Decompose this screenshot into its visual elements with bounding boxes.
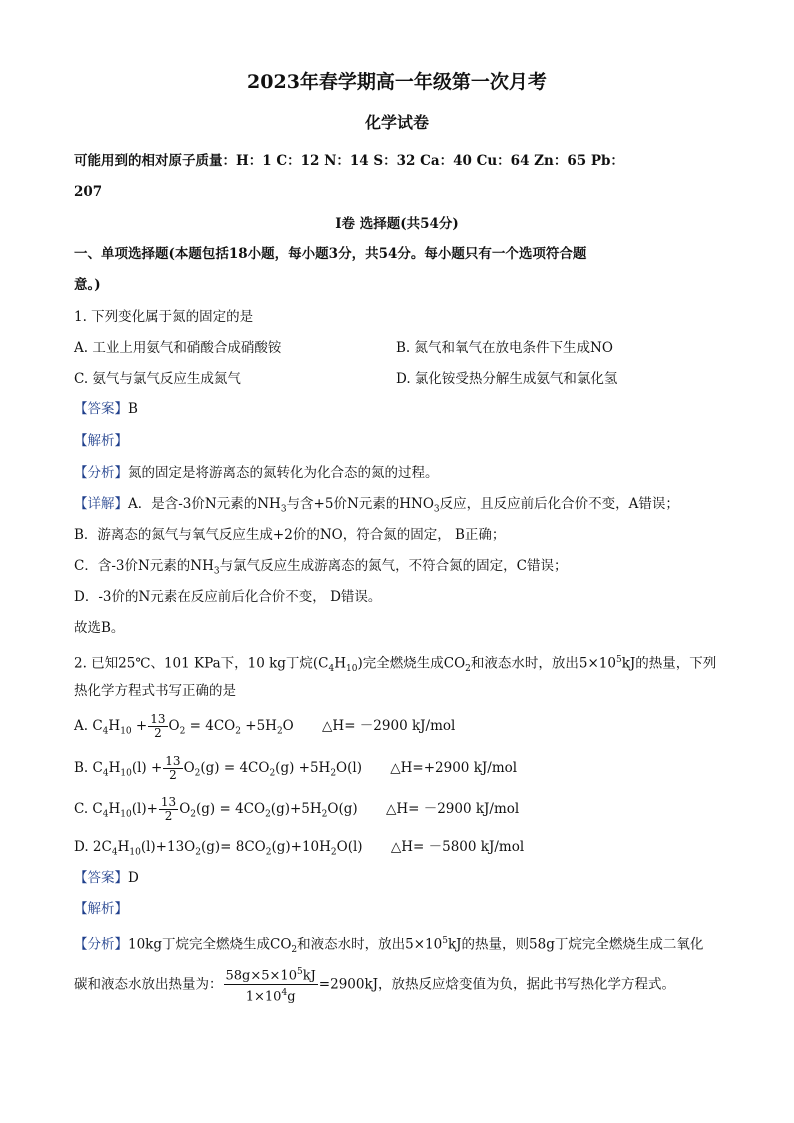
analysis-tag: 【分析】 xyxy=(74,936,128,953)
q2-b-enthalpy: △H=+2900 kJ/mol xyxy=(390,760,518,776)
section-title: Ⅰ卷 选择题(共54分) xyxy=(335,216,459,232)
q1-analysis xyxy=(74,463,754,483)
section-instructions-2: 意。) xyxy=(74,277,101,293)
q1-detail-a: 【详解】A．是含-3价N元素的$NH_3$与含+5价N元素的$HNO_3$反应，且反应前后化合价不变，A错误； xyxy=(74,496,679,515)
q1-jiexi-tag: 【解析】 xyxy=(74,433,128,449)
q2-c-enthalpy: △H= －2900 kJ/mol xyxy=(385,801,520,817)
q2-a-eq: = 4CO xyxy=(189,718,236,734)
q2-option-a: A. $C_4H_{10}$ + $\frac{13}{2}$ $O_2 = 4CO_2 +5H_2O$ △H= －2900 kJ/mol xyxy=(74,712,456,740)
exam-title: 2023年春学期高一年级第一次月考 xyxy=(247,71,547,93)
q2-option-c: C. $C_4H_{10}(l)+$ $\frac{13}{2}$ $O_2(g) = 4CO_2(g)+5H_2O(g)$ △H= －2900 kJ/mol xyxy=(74,795,520,823)
q1-conclusion: 故选B。 xyxy=(74,620,125,636)
q2-analysis-2a: 碳和液态水放出热量为： xyxy=(74,976,223,993)
q2-d-text-1: D. 2C xyxy=(74,839,112,855)
analysis-tag: 【分析】 xyxy=(74,465,128,481)
q2-stem-1e: kJ的热量，下列 xyxy=(621,655,717,672)
q1-detail-c: C．含-3价N元素的$NH_3$与氯气反应生成游离态的氮气，不符合氮的固定，C错误； xyxy=(74,558,568,577)
q2-stem-1a: 2. 已知25℃、101 KPa下，10 kg丁烷(C xyxy=(74,655,329,672)
q2-b-pre: B. C xyxy=(74,760,103,776)
q2-answer xyxy=(74,868,754,888)
q2-c-eq: (g) = 4CO xyxy=(196,801,266,817)
q2-analysis-1: 【分析】10kg丁烷完全燃烧生成$CO_2$和液态水时，放出$5\times 10^5kJ$的热量，则58g丁烷完全燃烧生成二氧化 xyxy=(74,936,704,956)
q2-analysis-2 xyxy=(74,964,754,1006)
q2-analysis-1c: kJ的热量，则58g丁烷完全燃烧生成二氧化 xyxy=(447,936,704,953)
q1-detail-b: B．游离态的氮气与氧气反应生成+2价的NO，符合氮的固定， B正确； xyxy=(74,527,506,543)
q1-detail-a-text-2: 与含+5价N元素的HNO xyxy=(286,496,434,512)
q2-c-eq2: (g)+5H xyxy=(270,801,322,817)
q2-analysis-1b: 和液态水时，放出5×10 xyxy=(297,936,443,953)
atomic-masses-line-1: 可能用到的相对原子质量：H：1 C：12 N：14 S：32 Ca：40 Cu：64 Zn：65 Pb： xyxy=(74,153,624,169)
fraction-13-2: $\frac{13}{2}$ xyxy=(150,712,166,740)
exam-subtitle: 化学试卷 xyxy=(364,113,429,132)
q2-option-b: B. $C_4H_{10}(l)$ + $\frac{13}{2}$ $O_2(g) = 4CO_2(g) +5H_2O(l)$ △H=+2900 kJ/mol xyxy=(74,754,518,782)
q2-stem-1b: H xyxy=(334,655,347,672)
q2-d-text-5: O(l) xyxy=(336,839,363,855)
q2-c-pre: C. C xyxy=(74,801,103,817)
section-instructions-1: 一、单项选择题(本题包括18小题，每小题3分，共54分。每小题只有一个选项符合题 xyxy=(74,246,587,262)
q2-d-text-2: (l)+13O xyxy=(140,839,196,855)
answer-tag: 【答案】 xyxy=(74,870,128,886)
q1-detail-a-text-3: 反应，且反应前后化合价不变，A错误； xyxy=(439,496,679,512)
q2-a-eq3: O xyxy=(282,718,294,734)
q2-analysis-2b: =2900kJ，放热反应焓变值为负，据此书写热化学方程式。 xyxy=(318,976,676,993)
q2-b-eq3: O(l) xyxy=(336,760,362,776)
q2-stem-1d: 和液态水时，放出5×10 xyxy=(470,655,616,672)
q2-b-eq2: (g) +5H xyxy=(275,760,331,776)
q2-d-enthalpy: △H= －5800 kJ/mol xyxy=(390,839,525,855)
q1-option-b: B. 氮气和氧气在放电条件下生成NO xyxy=(396,340,613,356)
q2-d-text-4: (g)+10H xyxy=(271,839,331,855)
q2-stem-1: 2. 已知25℃、101 KPa下，10 kg丁烷$(C_4H_{10})$完全燃烧生成$CO_2$和液态水时，放出$5\times 10^5kJ$的热量，下列 xyxy=(74,655,717,675)
heat-calculation-fraction: $\frac{58g\times 5\times 10^5kJ}{1\times 10^4g}$ xyxy=(224,964,318,1006)
q2-stem-1c: )完全燃烧生成CO xyxy=(357,655,466,672)
q1-stem: 1. 下列变化属于氮的固定的是 xyxy=(74,309,254,325)
q2-a-pre: A. C xyxy=(74,718,103,734)
fraction-13-2: $\frac{13}{2}$ xyxy=(160,795,177,823)
q2-analysis-1a: 10kg丁烷完全燃烧生成CO xyxy=(128,936,292,953)
q1-option-c: C. 氨气与氯气反应生成氮气 xyxy=(74,371,241,387)
q2-jiexi-tag: 【解析】 xyxy=(74,901,128,917)
q2-option-d: D. $2C_4H_{10}(l)+13O_2(g)= 8CO_2(g)+10H_2O(l)$ △H= －5800 kJ/mol xyxy=(74,839,525,858)
q1-analysis-text: 氮的固定是将游离态的氮转化为化合态的氮的过程。 xyxy=(128,465,439,481)
q1-detail-c-text: C．含-3价N元素的NH xyxy=(74,558,214,574)
q1-detail-d: D．-3价的N元素在反应前后化合价不变， D错误。 xyxy=(74,589,382,605)
q1-option-a: A. 工业上用氨气和硝酸合成硝酸铵 xyxy=(74,340,282,356)
q1-option-d: D. 氯化铵受热分解生成氨气和氯化氢 xyxy=(396,371,618,387)
atomic-masses-line-2: 207 xyxy=(74,184,103,200)
q1-answer-value: B xyxy=(128,401,138,417)
q1-answer xyxy=(74,399,754,419)
q2-d-text-3: (g)= 8CO xyxy=(200,839,266,855)
q1-detail-c-text-2: 与氯气反应生成游离态的氮气，不符合氮的固定，C错误； xyxy=(219,558,568,574)
q1-detail-a-text: A．是含-3价N元素的NH xyxy=(128,496,281,512)
answer-tag: 【答案】 xyxy=(74,401,128,417)
q2-b-eq: (g) = 4CO xyxy=(200,760,270,776)
q2-answer-value: D xyxy=(128,870,139,886)
q2-a-enthalpy: △H= －2900 kJ/mol xyxy=(322,718,456,734)
q2-c-eq3: O(g) xyxy=(327,801,358,817)
detail-tag: 【详解】 xyxy=(74,496,128,512)
fraction-13-2: $\frac{13}{2}$ xyxy=(165,754,181,782)
q2-a-eq2: +5H xyxy=(240,718,277,734)
q2-stem-2: 热化学方程式书写正确的是 xyxy=(74,683,236,699)
